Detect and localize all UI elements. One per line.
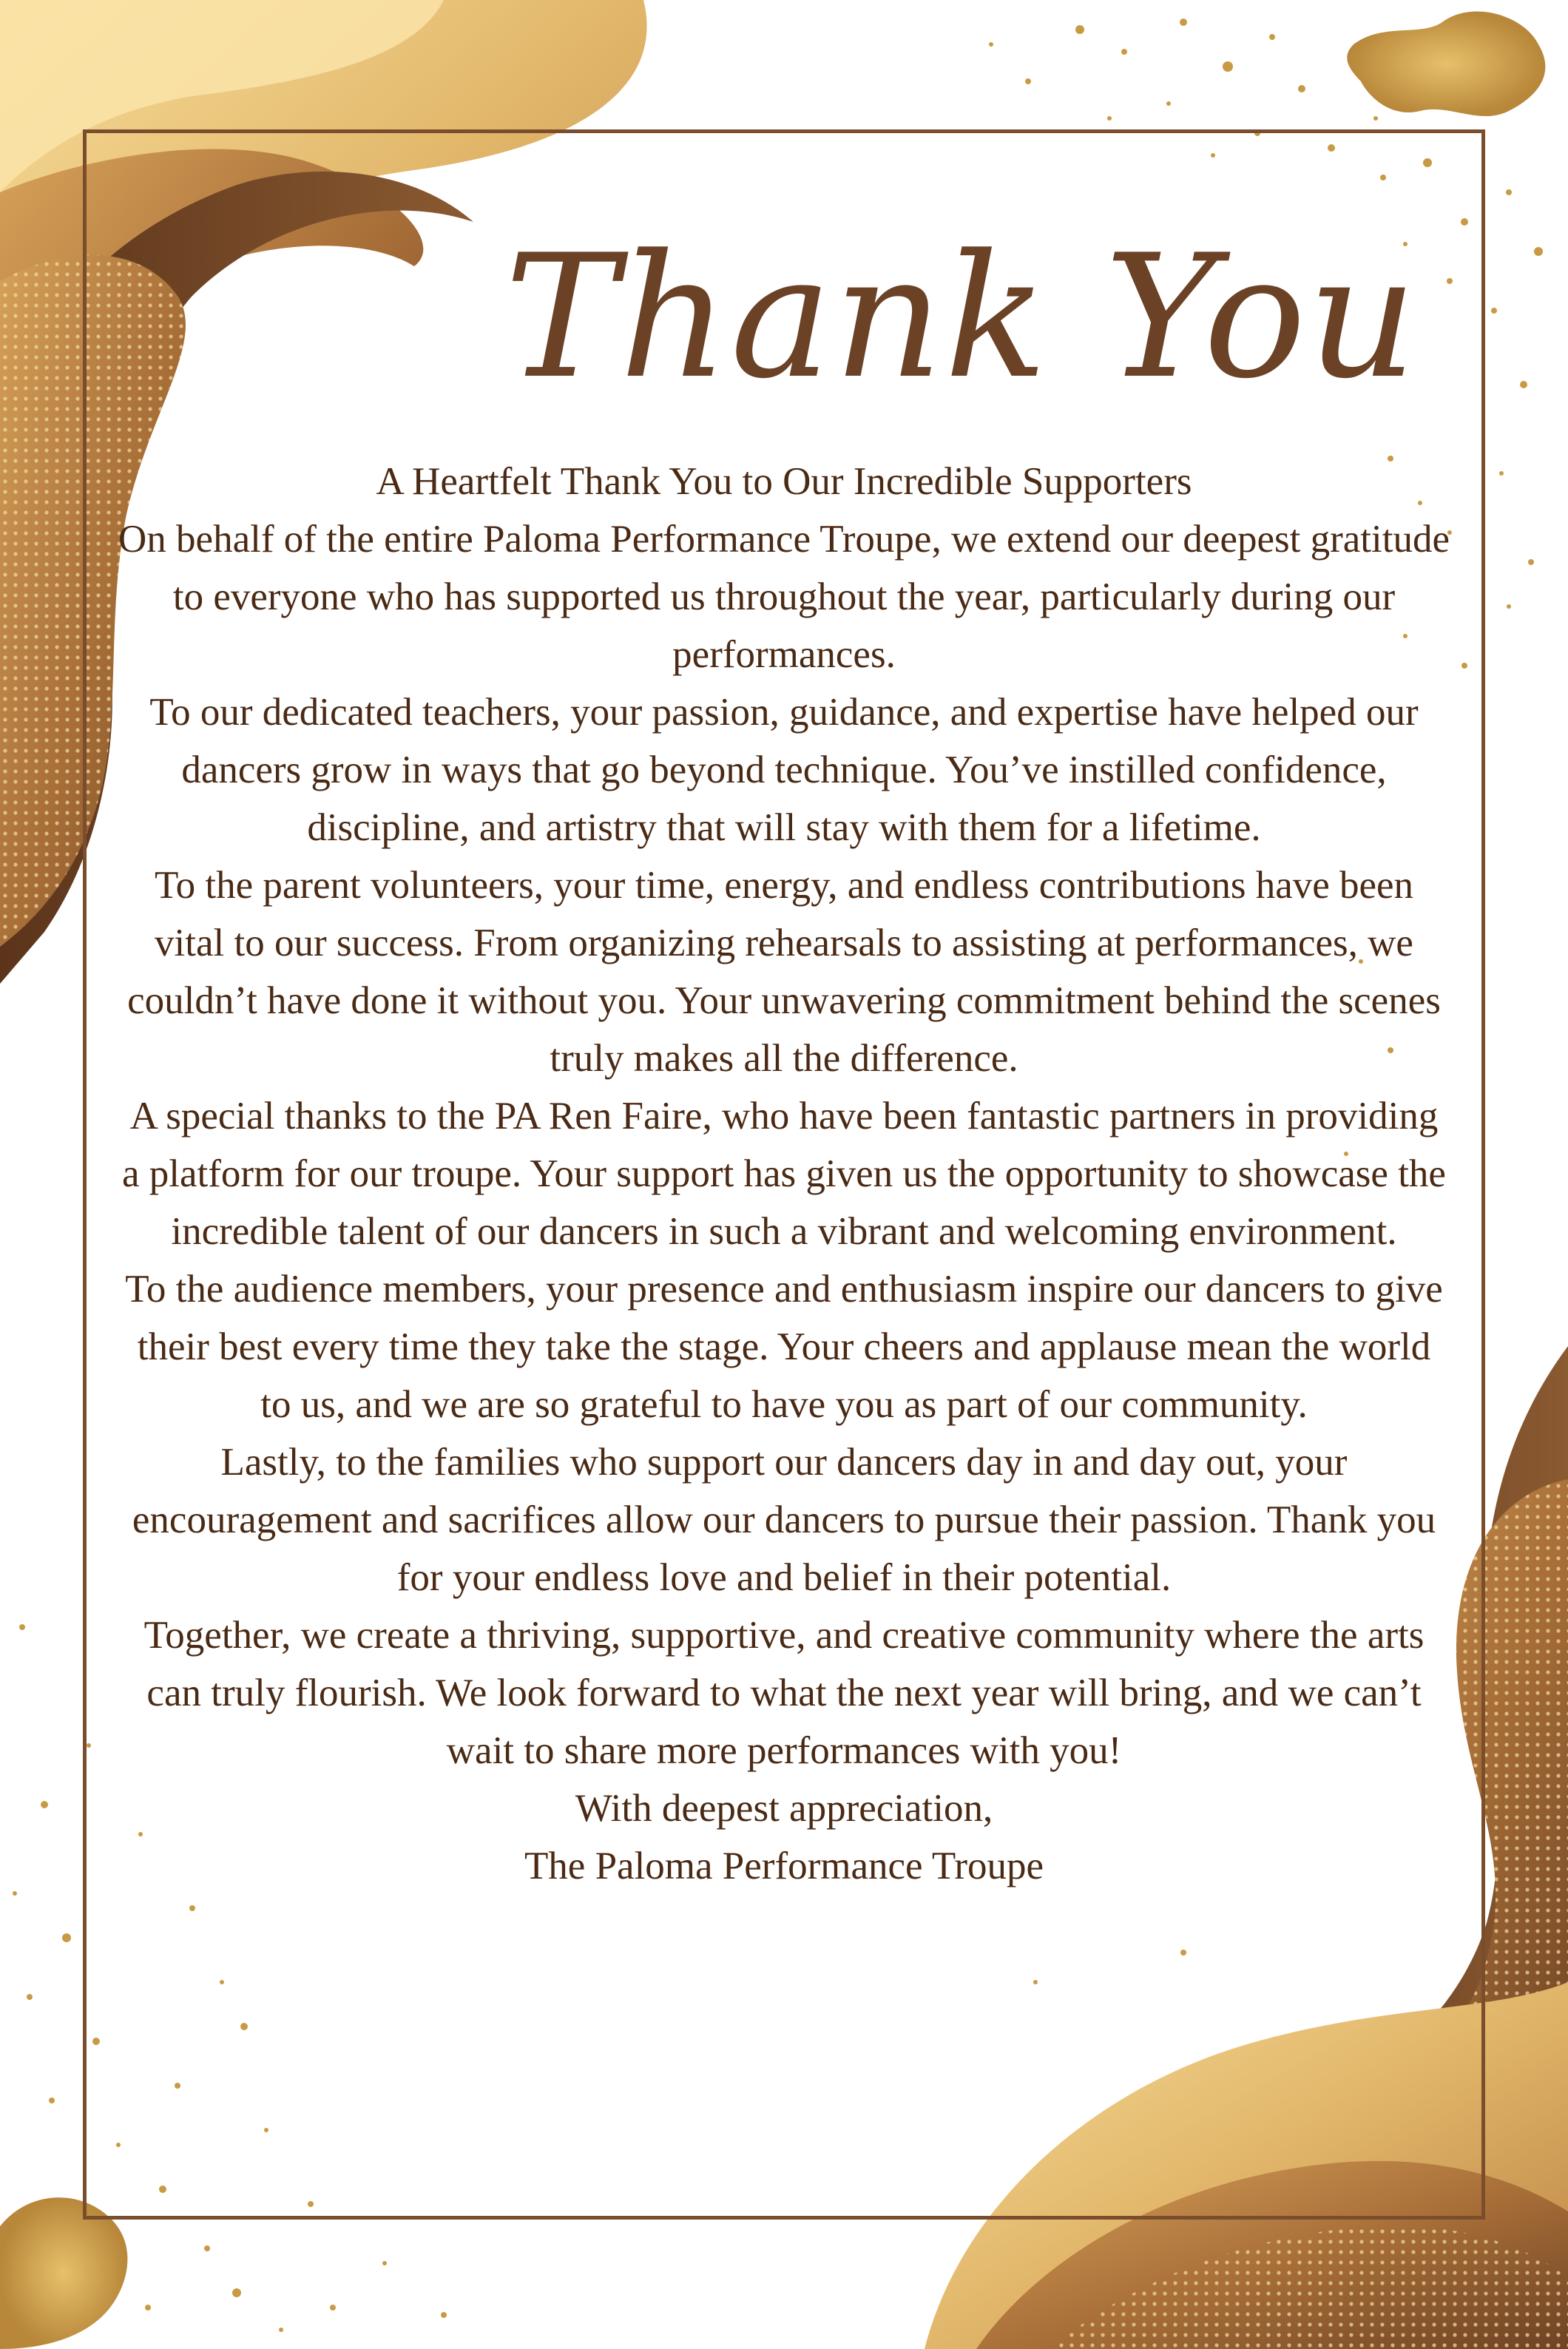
glitter-blob-bottom-left [0, 2197, 127, 2349]
letter-paragraph-together: Together, we create a thriving, supportive, and creative community where the arts can truly flourish. We look forward to what the next year will bring, and we can’t wait to share more performances with you! [143, 1614, 1425, 1772]
letter-closing: With deepest appreciation, [575, 1787, 993, 1830]
letter-signature: The Paloma Performance Troupe [524, 1845, 1044, 1887]
card-title: Thank You [504, 219, 1419, 416]
glitter-blob-top-right [1347, 12, 1545, 116]
letter-paragraph-volunteers: To the parent volunteers, your time, energy, and endless contributions have been vital to our success. From organizing rehearsals to assisting at performances, we couldn’t have done it without you. Your unwavering commitment behind the scenes truly makes all the difference. [127, 864, 1441, 1080]
letter-paragraph-audience: To the audience members, your presence and enthusiasm inspire our dancers to give their best every time they take the stage. Your cheers and applause mean the world to us, and we are so grateful to have you as part of our community. [125, 1268, 1443, 1426]
letter-heading: A Heartfelt Thank You to Our Incredible Supporters [376, 460, 1192, 503]
letter-body [118, 453, 1450, 1895]
letter-paragraph-families: Lastly, to the families who support our dancers day in and day out, your encouragement and sacrifices allow our dancers to pursue their passion. Thank you for your endless love and belief in their potential. [132, 1441, 1436, 1599]
letter-paragraph-ren-faire: A special thanks to the PA Ren Faire, who have been fantastic partners in providing a platform for our troupe. Your support has given us the opportunity to showcase the incredible talent of our dancers in such a vibrant and welcoming environment. [122, 1095, 1446, 1253]
letter-paragraph-teachers: To our dedicated teachers, your passion, guidance, and expertise have helped our dancers grow in ways that go beyond technique. You’ve instilled confidence, discipline, and artistry that will stay with them for a lifetime. [149, 691, 1419, 849]
letter-paragraph-intro: On behalf of the entire Paloma Performance Troupe, we extend our deepest gratitude to everyone who has supported us throughout the year, particularly during our performances. [118, 518, 1450, 676]
